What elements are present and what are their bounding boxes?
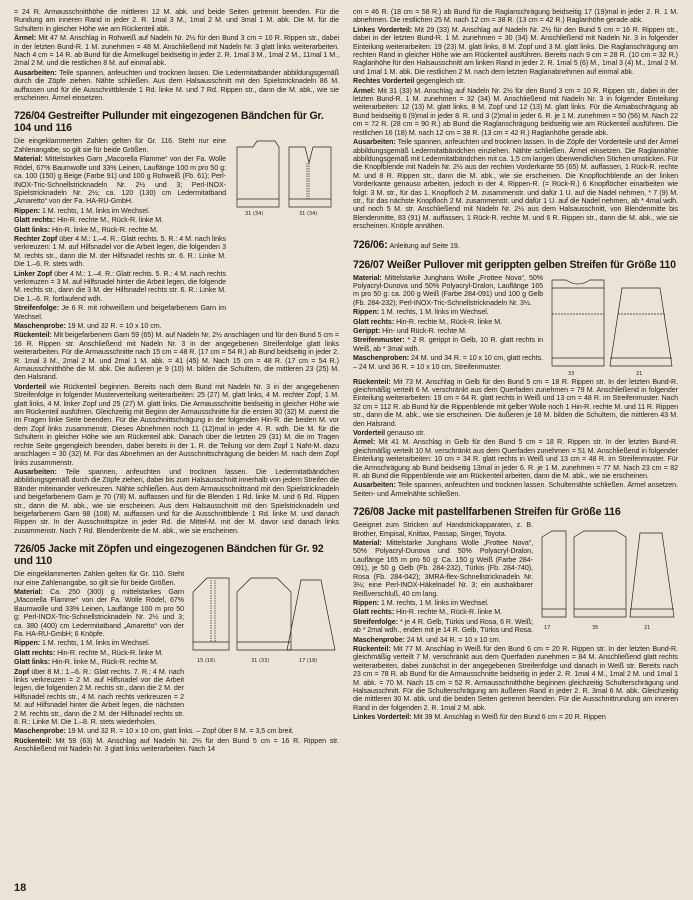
paragraph-text: * je 4 R. Gelb, Türkis und Rosa, 6 R. Weiß; ab * 2mal wdh., enden mit je 14 R. Gelb, Türkis und Rosa. [353, 617, 533, 635]
paragraph-keyword: Streifenfolge: [14, 304, 60, 313]
paragraph-keyword: Linker Zopf [14, 269, 53, 278]
paragraph-text: Mittelstarke Junghans Wolle „Frottee Nova“, 50% Polyacryl-Dunova und 50% Polyacryl-Dralon, Lauflänge 165 m pro 50 g: ca. 200 g Weiß (Farbe 284-091) und 100 g Gelb (Fb. 284-232); Perl-INOX-Tric-Schnellstricknadeln Nr. 3½. [353, 273, 544, 307]
paragraph-keyword: Material: [353, 539, 382, 548]
paragraph [353, 308, 543, 316]
paragraph [14, 226, 226, 234]
paragraph [353, 713, 678, 721]
paragraph-text: 1 M. rechts, 1 M. links im Wechsel. [380, 308, 489, 317]
right-column [353, 8, 678, 880]
paragraph [353, 87, 678, 137]
paragraph [353, 539, 533, 598]
paragraph-text: = 24 R. Armausschnitthöhe die mittleren 12 M. abk. und beide Seiten getrennt beenden. Für die Rundung am inneren Rand in jeder 2. R. 1mal 3 M., 1mal 2 M. und 3mal 1 M. abk. Die M. für die Schultern in gleicher Höhe wie am Rückenteil abk. [14, 8, 339, 33]
paragraph-keyword: Ärmel: [353, 86, 376, 95]
paragraph [353, 618, 533, 635]
paragraph [353, 274, 543, 308]
paragraph-keyword: Vorderteil [353, 429, 386, 437]
continued-instructions [14, 8, 339, 102]
paragraph-keyword: Maschenprobe: [14, 727, 66, 736]
paragraph-text: Teile spannen, anfeuchten und trocknen lassen. In die Zöpfe der Vorderteile und der Ärmel abbildungsgemäß Ledermitatbändchen einziehen. Nähte schließen. Ärmel einsetzen. Die Raglannähte abbildungsgemäß mit Ledermitatbändchen mit ca. 1,5 cm langen überwendlichen Stichen umsticken. Für die Knopfblende mit Nadeln Nr. 2½ aus der rechten Vorderkante 55 (65) M. auffassen, 1 Rück-R. rechte M. und 8 R. Rippen str., dann die M. abk., wie sie erscheinen. Die Knopflochblende an der linken Vorderkante genauso arbeiten, jedoch in der 4. Rippen-R. (= Rück-R.) 6 Knopflöcher einarbeiten wie folgt: 3 M. str., für das 1. Knopfloch 2 M. zusammenstr. und dafür 1 U. auf die Nadel nehmen, * 7 (9) M. str., für das nächste Knopfloch 2 M. zusammenstr. und dafür 1 U. auf die Nadel nehmen, ab * 4mal wdh. und noch 5 M. str. Anschließend mit Nadeln Nr. 2½ aus dem Halsausschnitt, von Blendenmitte bis Blendenmitte, 83 (91) M. auffassen, 1 Rück-R. rechte M. und 6 R. Rippen str., dann die M. abk., wie sie erscheinen. Knöpfe annähen. [353, 138, 678, 231]
paragraph-keyword: Glatt rechts: [14, 648, 56, 657]
paragraph-text: Je 6 R. mit rohweißem und beigefarbenem Garn im Wechsel. [14, 304, 227, 321]
paragraph-keyword: Material: [14, 587, 43, 596]
paragraph-keyword: Glatt rechts: [353, 608, 395, 617]
paragraph-keyword: Ausarbeiten: [353, 138, 396, 147]
paragraph-text: über 4 M.: 1.–4. R.: Glatt rechts. 5. R.: 4 M. nach links verkreuzen: 1 M. auf Hilfsnadel vor die Arbeit legen, die folgenden 3 M. rechts str., dann die M. der Hilfsnadel rechts str. 6. R.: Linke M. Die 1.–6. R. stets wdh. [14, 234, 226, 269]
svg-text:31 (34): 31 (34) [299, 211, 318, 218]
paragraph [14, 235, 226, 269]
paragraph-keyword: Rechter Zopf [14, 234, 58, 243]
paragraph [14, 383, 339, 467]
paragraph [353, 438, 678, 480]
paragraph [14, 69, 339, 103]
paragraph [14, 270, 226, 304]
paragraph [353, 645, 678, 712]
paragraph-text: Hin-R. rechte M., Rück-R. linke M. [57, 216, 163, 225]
paragraph-keyword: Linkes Vorderteil: [353, 25, 413, 34]
paragraph [14, 155, 226, 205]
paragraph-text: Teile spannen, anfeuchten und trocknen lassen. Die Ledermitatbändchen abbildungsgemäß durch die Zöpfe ziehen, dabei bis zum Halsausschnitt innerhalb von jedem Streifen die Bänder miteinander verkreuzen. Nähte schließen. Aus dem Armausschnittrand mit den Spielstricknadeln und beigefarbenem Garn je 70 (78) M. auffassen und für die Blenden 1 Rd. linke M. und 6 Rd. Rippen str., dann die M. abk., wie sie erscheinen. Aus dem Halsausschnitt mit den Spielstricknadeln und beigefarbenem Garn 98 (108) M. auffassen und für die Ausschnittblende 1 Rd. linke M. und danach Rippen str. In der Ausschnittspitze in jeder Rd. die Mittel-M. mit der M. davor und danach links zusammenstr. Nach 7 Rd. Blendenbreite die M. abk., wie sie erscheinen. [14, 467, 339, 535]
jacket-schematic [189, 570, 339, 727]
paragraph [14, 727, 339, 735]
svg-text:21: 21 [636, 370, 643, 377]
paragraph [353, 521, 533, 538]
paragraph [353, 378, 678, 428]
svg-text:33: 33 [568, 370, 575, 377]
section-726-07 [353, 259, 678, 499]
paragraph-keyword: Glatt rechts: [353, 317, 395, 326]
paragraph-text: Hin-R. linke M., Rück-R. rechte M. [51, 658, 158, 667]
paragraph-keyword: Linkes Vorderteil: [353, 713, 412, 722]
section-title: 726/06: [353, 238, 388, 251]
paragraph-text: Hin-R. rechte M., Rück-R. linke M. [396, 608, 502, 617]
paragraph-keyword: Ausarbeiten: [353, 481, 396, 490]
paragraph-text: Mit 31 (33) M. Anschlag auf Nadeln Nr. 2½ für den Bund 3 cm = 10 R. Rippen str., dabei in der letzten Bund-R. 1 M. zunehmen = 32 (34) M. Anschließend mit Nadeln Nr. 3 in folgender Einteilung weiterarbeiten: 12 (13) M. glatt links, 8 M. Zopf und 12 (13) M. glatt links. Für die Armabschrägung ab Bund beidseitig 6 (9)mal in jeder 8. R. und 3 (2)mal in jeder 6. R. je 1 M. zunehmen = 50 (56) M. Nach 22 cm = 72 R. (28 cm = 90 R.) ab Bund die Raglanschrägung beidseitig wie am Rückenteil ausführen. Die restlichen 16 (18) M. nach 12 cm = 38 R. (13 cm = 42 R.) Raglanhöhe gerade abk. [353, 86, 678, 137]
paragraph-text: Mittelstarkes Garn „Macorella Flamme“ von der Fa. Wolle Rödel, 67% Baumwolle und 33% Leinen, Lauflänge 100 m pro 50 g: ca. 100 (150) g Beige (Farbe 91) und 100 g Rohweiß (Fb. 61); Perl-INOX-Tric-Schnellstricknadeln Nr. 2½ und 3; Perl-INOX-Spielstricknadeln Nr. 2½; ca. 120 (130) cm Ledermitatband „Amaretto“ von der Fa. HA-RU-GmbH. [14, 155, 226, 206]
paragraph-text: über 8 M.: 1.–6. R.: Glatt rechts. 7. R.: 4 M. nach links verkreuzen = 2 M. auf Hilfsnadel vor die Arbeit legen, die folgenden 2 M. rechts str., dann die 2 M. der Hilfsnadel rechts str., 4 M. nach rechts verkreuzen = 2 M. auf Hilfsnadel hinter die Arbeit legen, die nächsten 2 M. rechts str., dann die 2 M. der Hilfsnadel rechts str. 8. R.: Linke M. Die 1.–8. R. stets wiederholen. [14, 667, 184, 727]
section-title: 726/04 Gestreifter Pullunder mit eingezogenen Bändchen für Gr. 104 und 116 [14, 110, 324, 135]
paragraph [353, 138, 678, 230]
paragraph [353, 77, 678, 85]
paragraph [353, 8, 678, 25]
two-column-layout [14, 8, 679, 880]
paragraph-text: Mit 77 M. Anschlag in Weiß für den Bund 6 cm = 20 R. Rippen str. In der letzten Bund-R. gleichmäßig verteilt 7 M. verschränkt aus dem Querfaden zunehmen = 84 M. Anschließend glatt rechts weiterarbeiten, dabei zunächst in der angegebenen Streifenfolge und danach in Weiß str. Bereits nach 23 cm = 78 R. ab Bund für die Armausschnitte beidseitig in jeder 2. R. 1mal 4 M., 1mal 2 M. und 1mal 1 M. abk. = 70 M. Nach 15 cm = 52 R. Armausschnitthöhe beginnen gleichzeitig Schulterschrägung und Halsausschnitt. Für die Schulterschrägung am äußeren Rand in jeder 2. R. 3mal 6 M. abk. Gleichzeitig die mittleren 30 M. abk. und die beiden Seiten getrennt beenden. Für die Ausschnittrundung am inneren Rand in der folgenden 2. R. 1mal 2 M. abk. [353, 644, 678, 712]
paragraph-keyword: Maschenprobe: [14, 322, 66, 330]
paragraph-keyword: Ärmel: [14, 34, 37, 43]
paragraph-keyword: Zopf [14, 667, 30, 676]
paragraph-text: Teile spannen, anfeuchten und trocknen lassen. Schulternähte schließen. Ärmel ansetzen. Seiten- und Ärmelnähte schließen. [353, 481, 678, 498]
paragraph [353, 481, 678, 498]
paragraph-text: 1 M. rechts, 1 M. links im Wechsel. [380, 598, 489, 607]
svg-text:31 (34): 31 (34) [245, 211, 264, 218]
paragraph-text: 19 M. und 32 R. = 10 x 10 cm. [67, 322, 162, 330]
section-726-06 [353, 239, 678, 251]
paragraph-keyword: Rückenteil: [14, 736, 52, 745]
paragraph-keyword: Glatt rechts: [14, 216, 56, 225]
paragraph-text: 19 M. und 32 R. = 10 x 10 cm, glatt links. – Zopf über 8 M. = 3,5 cm breit. [67, 727, 294, 736]
pullover-schematic [548, 274, 678, 378]
paragraph-text: * 2 R. gerippt in Gelb, 10 R. glatt rechts in Weiß, ab * 3mal wdh. [353, 336, 543, 353]
paragraph [353, 608, 533, 616]
paragraph-text: über 4 M.: 1.–4. R.: Glatt rechts. 5. R.: 4 M. nach rechts verkreuzen = 3 M. auf Hilfsnadel hinter die Arbeit legen, die folgende M. rechts str., dann die 3 M. der Hilfsnadel rechts str. 6. R.: Linke M. Die 1.–6. R. fortlaufend wdh. [14, 269, 226, 303]
paragraph [14, 588, 184, 638]
paragraph-text: wie Rückenteil beginnen. Bereits nach dem Bund mit Nadeln Nr. 3 in der angegebenen Streifenfolge in folgender Musterverteilung weiterarbeiten: 25 (27) M. glatt links, 4 M. rechter Zopf, 1 M. glatt links, 4 M. linker Zopf und 25 (27) M. glatt links. Die Armausschnitte beidseitig in gleicher Höhe wie am Rückenteil ausführen. Gleichzeitig mit Beginn der Armausschnitte für die ersten 30 (32) M. zuerst die im Fragen linke Seite beenden. Für die Ausschnittschrägung in der folgenden Hin-R. die beiden M. vor dem Zopf links zusammenstr. Dieses Abnehmen noch 11 (12)mal in jeder 4. R. wdh. Die M. für die Schultern in gleicher Höhe wie am Rückenteil abk. Danach über die letzten 29 (31) M. die im Tragen rechte Seite gegengleich beenden, dabei bereits in der 1. R. die Teilung vor dem Zopf 1 Naht-M. dazu anschlagen = 30 (32) M. Für das Abnehmen an der Ausschnittschrägung die beiden M. nach dem Zopf links zusammenstr. [14, 382, 339, 467]
paragraph-text: Mit 41 M. Anschlag in Gelb für den Bund 5 cm = 18 R. Rippen str. In der letzten Bund-R. gleichmäßig verteilt 10 M. verschränkt aus dem Querfaden zunehmen = 51 M. Anschließend in folgender Einteilung weiterarbeiten: 10 cm = 34 R. glatt rechts in Weiß und 13 cm = 48 R. im Streifenmuster. Für die Armschrägung ab Bund beidseitig 13mal in jeder 6. R. je 1 M. zunehmen = 77 M. Nach 23 cm = 82 R. ab Bund die Rippenblende wie am Rückenteil arbeiten, dann die M. abk., wie sie erscheinen. [353, 438, 678, 481]
svg-text:31 (33): 31 (33) [251, 658, 270, 665]
paragraph [14, 658, 184, 666]
paragraph-text: Teile spannen, anfeuchten und trocknen lassen. Die Ledermitatbänder abbildungsgemäß durch die Zöpfe ziehen. Nähte schließen. Aus dem Halsausschnitt mit den Spielstricknadeln 86 M. auffassen und für die Ausschnittblende 1 Rd. linke M. und 7 Rd. Rippen str., dann die M. abk., wie sie erscheinen. Ärmel einsetzen. [14, 68, 339, 103]
pullunder-schematic [231, 137, 339, 322]
paragraph-keyword: Rippen: [353, 598, 380, 607]
paragraph [14, 8, 339, 33]
paragraph-text: Mit 47 M. Anschlag in Rohweiß auf Nadeln Nr. 2½ für den Bund 3 cm = 10 R. Rippen str., dabei in der letzten Bund-R. 1 M. zunehmen = 48 M. Anschließend mit Nadeln Nr. 3 glatt links weiterarbeiten. Nach 4 cm = 14 R. ab Bund für die Ärmelkugel beidseitig in jeder 2. R. 1mal 3 M., 1mal 2 M., 11mal 1 M., 2mal 2 M. und die restlichen 8 M. auf einmal abk. [14, 34, 339, 68]
paragraph-text: Die eingeklammerten Zahlen gelten für Gr. 110. Steht nur eine Zahlenangabe, so gilt sie für beide Größen. [14, 570, 184, 587]
paragraph [353, 327, 543, 335]
section-title: 726/05 Jacke mit Zöpfen und eingezogenen Bändchen für Gr. 92 und 110 [14, 543, 324, 568]
paragraph-text: Mittelstarke Junghans Wolle „Frottee Nova“, 50% Polyacryl-Dunova und 50% Polyacryl-Dralon, Lauflänge 165 m pro 50 g: Ca. 150 g Weiß (Farbe 284-091), je 50 g Gelb (Fb. 284-232), Türkis (Fb. 284-740), Rosa (Fb. 284-042); 3MRA-flex-Schnellstricknadeln Nr. 3½; eine Perl-INOX-Häkelnadel Nr. 3; ein aushakbarer Reißverschluß, 40 cm lang. [353, 539, 534, 598]
left-column [14, 8, 339, 880]
paragraph-keyword: Rippen: [14, 639, 41, 648]
section-title: 726/07 Weißer Pullover mit gerippten gelben Streifen für Größe 110 [353, 258, 676, 271]
paragraph-keyword: Streifenmuster: [353, 336, 405, 345]
paragraph-keyword: Maschenprobe: [353, 635, 405, 644]
paragraph [14, 468, 339, 535]
paragraph [353, 336, 543, 353]
paragraph [14, 322, 339, 330]
paragraph [14, 737, 339, 754]
paragraph-keyword: Rippen: [353, 308, 380, 317]
continued-instructions-right [353, 8, 678, 231]
paragraph-keyword: Material: [353, 273, 382, 282]
paragraph-text: 1 M. rechts, 1 M. links im Wechsel. [41, 206, 150, 215]
page-number: 18 [14, 882, 27, 894]
paragraph-text: Mit beigefarbenem Garn 59 (65) M. auf Nadeln Nr. 2½ anschlagen und für den Bund 5 cm = 16 R. Rippen str. Anschließend mit Nadeln Nr. 3 in der angegebenen Streifenfolge glatt links weiterarbeiten. Für die Armausschnitte nach 15 cm = 48 R. (17 cm = 54 R.) ab Bund beidseitig in jeder 2. R. 1mal 3 M., 2mal 2 M. und 2mal 1 M. abk. = 41 (45) M. Nach 15 cm = 48 R. (17 cm = 54 R.) Armausschnitthöhe die M. abk. Die äußeren je 9 (10) M. bilden die Schultern, die mittleren 23 (25) M. den Halsrand. [14, 331, 339, 382]
paragraph-text: genauso str. [387, 429, 426, 437]
paragraph [14, 34, 339, 68]
paragraph [14, 137, 226, 154]
paragraph-text: Die eingeklammerten Zahlen gelten für Gr. 116. Steht nur eine Zahlenangabe, so gilt sie für beide Größen. [14, 137, 226, 154]
section-726-04 [14, 110, 339, 535]
paragraph-text: Hin-R. rechte M., Rück-R. linke M. [396, 317, 502, 326]
paragraph-keyword: Rechtes Vorderteil [353, 77, 415, 86]
paragraph-text: Ca. 250 (300) g mittelstarkes Garn „Macorella Flamme“ von der Fa. Wolle Rödel, 67% Baumwolle und 33% Leinen, Lauflänge 100 m pro 50 g; Perl-INOX-Tric-Schnellstricknadeln Nr. 2½ und 3; ca. 380 (400) cm Ledermitatband „Amaretto“ von der Fa. HA-RU-GmbH; 6 Knöpfe. [14, 587, 184, 638]
paragraph-text: Hin-R. rechte M., Rück-R. linke M. [57, 648, 163, 657]
paragraph [14, 649, 184, 657]
svg-text:15 (16): 15 (16) [197, 658, 216, 665]
paragraph-text: Hin- und Rück-R. rechte M. [382, 327, 467, 335]
paragraph-keyword: Glatt links: [14, 225, 51, 234]
paragraph [353, 599, 533, 607]
paragraph [14, 216, 226, 224]
paragraph-keyword: Maschenproben: [353, 354, 410, 363]
paragraph-keyword: Rückenteil: [353, 644, 391, 653]
paragraph [353, 636, 533, 644]
paragraph-text: Mit 59 (63) M. Anschlag auf Nadeln Nr. 2½ für den Bund 5 cm = 16 R. Rippen str. Anschließend mit Nadeln Nr. 3 glatt links weiterarbeiten. Nach 14 [14, 736, 339, 754]
paragraph-keyword: Material: [14, 155, 43, 164]
paragraph-text: gegengleich str. [416, 77, 466, 86]
paragraph-keyword: Rückenteil: [14, 331, 52, 340]
paragraph-keyword: Vorderteil [14, 382, 47, 391]
paragraph [14, 207, 226, 215]
reference-text: Anleitung auf Seite 19. [389, 241, 460, 250]
paragraph-text: 24 M. und 34 R. = 10 x 10 cm, glatt rechts. – 24 M. und 36 R. = 10 x 10 cm, Streifenmuster. [353, 354, 544, 371]
paragraph-text: Mit 73 M. Anschlag in Gelb für den Bund 5 cm = 18 R. Rippen str. In der letzten Bund-R. gleichmäßig verteilt 6 M. verschränkt aus dem Querfaden zunehmen = 79 M. Anschließend in folgender Einteilung weiterarbeiten: 19 cm = 64 R. glatt rechts in Weiß und 13 cm = 48 R. im Streifenmuster. Nach 32 cm = 112 R. ab Bund für die Rippenblende mit gelber Wolle noch 1 Hin-R. rechte M. und 11 R. Rippen str., dann die M. abk., wie sie erscheinen. Die äußeren je 18 M. bilden die Schultern, die mittleren 43 M. den Halsrand. [353, 377, 678, 428]
paragraph-keyword: Glatt links: [14, 658, 51, 667]
svg-text:35: 35 [592, 625, 599, 632]
section-title: 726/08 Jacke mit pastellfarbenen Streifen für Größe 116 [353, 506, 621, 519]
paragraph-keyword: Ärmel: [353, 438, 376, 447]
paragraph-keyword: Ausarbeiten: [14, 467, 57, 476]
paragraph-keyword: Rückenteil: [353, 377, 391, 386]
svg-text:17: 17 [544, 625, 551, 632]
paragraph [353, 26, 678, 76]
svg-text:21: 21 [644, 625, 651, 632]
paragraph-text: 24 M. und 34 R. = 10 x 10 cm. [406, 635, 501, 644]
section-726-05 [14, 543, 339, 754]
paragraph-text: Mit 29 (33) M. Anschlag auf Nadeln Nr. 2½ für den Bund 5 cm = 16 R. Rippen str., dabei in der letzten Bund-R. 1 M. zunehmen = 30 (34) M. Anschließend mit Nadeln Nr. 3 in folgender Einteilung weiterarbeiten: 19 (23) M. glatt links, 8 M. Zopf und 3 M. glatt links. Die Raglanschrägung am rechten Rand in gleicher Höhe wie am Rückenteil ausführen. Bereits nach 9 cm = 28 R. (10 cm = 32 R.) Raglanhöhe für den Halsausschnitt am linken Rand in jeder 2. R. 1mal 5 (6) M., 1mal 3 (4) M., 1mal 2 M. und 1mal 1 M. abk. Die restlichen 2 M. nach dem letzten Raglanabnehmen auf einmal abk. [353, 25, 678, 76]
paragraph [14, 331, 339, 381]
paragraph-text: Geeignet zum Stricken auf Handstrickapparaten, z. B. Brother, Empisal, Knittax, Passap, Singer, Toyota. [353, 521, 533, 538]
paragraph-text: 1 M. rechts, 1 M. links im Wechsel. [41, 639, 150, 648]
paragraph [14, 304, 226, 321]
paragraph-text: Mit 39 M. Anschlag in Weiß für den Bund 6 cm = 20 R. Rippen [413, 713, 606, 722]
paragraph-keyword: Streifenfolge: [353, 617, 399, 626]
paragraph [14, 570, 184, 587]
svg-text:17 (18): 17 (18) [299, 658, 318, 665]
paragraph [353, 318, 543, 326]
paragraph-text: cm = 46 R. (18 cm = 58 R.) ab Bund für die Raglanschrägung beidseitig 17 (19)mal in jeder 2. R. 1 M. abnehmen. Die restlichen 25 M. nach 12 cm = 38 R. (13 cm = 42 R.) Raglanhöhe gerade abk. [353, 8, 678, 25]
paragraph [14, 639, 184, 647]
paragraph-keyword: Gerippt: [353, 327, 381, 335]
paragraph-keyword: Rippen: [14, 206, 41, 215]
paragraph-keyword: Ausarbeiten: [14, 68, 57, 77]
paragraph [353, 429, 678, 437]
section-726-08 [353, 506, 678, 721]
paragraph [14, 668, 184, 727]
striped-jacket-schematic [538, 521, 678, 645]
paragraph-text: Hin-R. linke M., Rück-R. rechte M. [51, 225, 158, 234]
paragraph [353, 354, 543, 371]
